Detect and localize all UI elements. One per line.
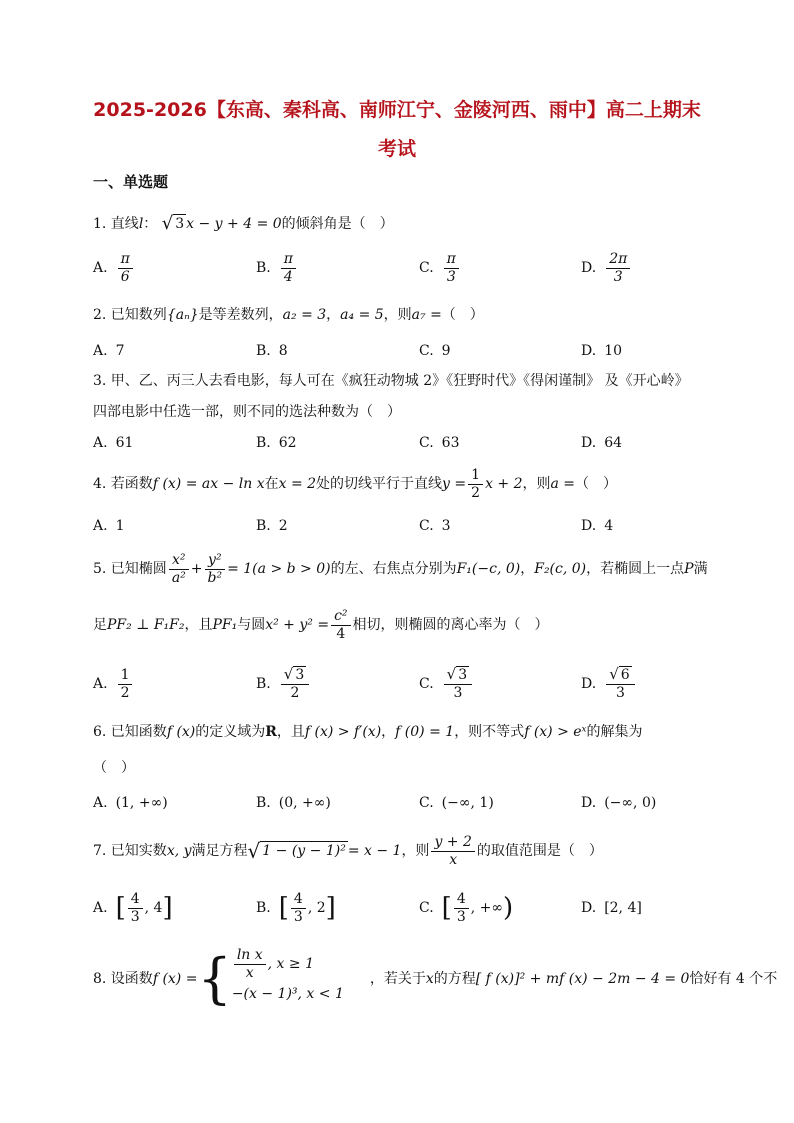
option-c[interactable]: C. (−∞, 1) — [419, 795, 494, 811]
question-2-stem: 2. 已知数列{aₙ}是等差数列，a₂ = 3，a₄ = 5，则a₇ =（ ） — [93, 307, 484, 323]
question-7-stem: 7. 已知实数 x, y 满足方程 √ 1 − (y − 1)² = x − 1 ，则 $\frac{y + 2}{x}$ 的取值范围是（ ） — [93, 833, 603, 868]
question-4-options — [93, 506, 733, 546]
question-4-stem: 4. 若函数 f (x) = ax − ln x 在 x = 2 处的切线平行于直线 y = $\frac{1}{2}$ x + 2 ，则 a = （ ） — [93, 466, 618, 501]
question-3-options — [93, 423, 733, 463]
option-b[interactable]: B. $\frac{\pi}{4}$ — [256, 248, 298, 288]
question-6-stem-line1: 6. 已知函数f (x)的定义域为R，且f (x) > f′(x)，f (0) = 1，则不等式f (x) > eˣ的解集为 — [93, 724, 643, 740]
option-a[interactable]: A. (1, +∞) — [93, 795, 168, 811]
option-b[interactable]: B. 8 — [256, 343, 288, 359]
question-8-stem: 8. 设函数 f (x) = { $\frac{\text{ln x}}{x}$ , x ≥ 1 −(x − 1)³, x < 1 ，若关于 x 的方程 [ f (x)]² + mf (x) − 2m − 4 = 0 恰好有 4 个不 — [93, 946, 778, 1010]
option-c[interactable]: C. $\frac{\pi}{3}$ — [419, 248, 461, 288]
option-a[interactable]: A. $\frac{\pi}{6}$ — [93, 248, 135, 288]
option-d[interactable]: D. [2, 4] — [581, 900, 642, 916]
option-d[interactable]: D. 4 — [581, 518, 614, 534]
option-d[interactable]: D. (−∞, 0) — [581, 795, 657, 811]
option-b[interactable]: B. √ 3 2 — [256, 662, 311, 706]
exam-title-line2: 考试 — [377, 138, 416, 160]
option-c[interactable]: C. 3 — [419, 518, 451, 534]
sqrt-expression: √ 1 − (y − 1)² — [247, 839, 346, 863]
option-d[interactable]: D. 64 — [581, 435, 623, 451]
option-a[interactable]: A. 1 — [93, 518, 125, 534]
option-a[interactable]: A. 7 — [93, 343, 125, 359]
option-b[interactable]: B. 62 — [256, 435, 297, 451]
fraction: $\frac{1}{2}$ — [468, 467, 483, 502]
option-c[interactable]: C. 9 — [419, 343, 451, 359]
option-a[interactable]: A. 61 — [93, 435, 134, 451]
section-heading: 一、单选题 — [93, 173, 169, 191]
option-d[interactable]: D. √ 6 3 — [581, 662, 637, 706]
question-6-stem-line2: （ ） — [93, 760, 135, 776]
option-a[interactable]: A. [ $\frac{4}{3}$ , 4 ] — [93, 890, 173, 925]
option-b[interactable]: B. (0, +∞) — [256, 795, 331, 811]
sqrt-expression: √ 3 — [161, 213, 185, 234]
option-b[interactable]: B. [ $\frac{4}{3}$ , 2 ] — [256, 890, 336, 925]
question-5-stem-line2: 足 PF₂ ⊥ F₁F₂ ，且 PF₁ 与圆 x² + y² = $\frac{\text{c²}}{4}$ 相切，则椭圆的离心率为（ ） — [93, 607, 549, 642]
question-7-options — [93, 886, 733, 930]
option-c[interactable]: C. [ $\frac{4}{3}$ , +∞ ) — [419, 890, 514, 925]
piecewise-function: { $\frac{\text{ln x}}{x}$ , x ≥ 1 −(x − 1)³, x < 1 — [197, 946, 344, 1010]
question-5-options — [93, 662, 733, 706]
question-3-stem-line1: 3. 甲、乙、丙三人去看电影，每人可在《疯狂动物城 2》《狂野时代》《得闲谨制》 及《开心岭》 — [93, 373, 689, 389]
option-c[interactable]: C. √ 3 3 — [419, 662, 474, 706]
option-d[interactable]: D. $\frac{2\pi}{3}$ — [581, 248, 632, 288]
option-a[interactable]: A. $\frac{1}{2}$ — [93, 662, 134, 706]
question-5-stem-line1: 5. 已知椭圆 $\frac{\text{x²}}{\text{a²}}$ + $\frac{\text{y²}}{\text{b²}}$ = 1(a > b > 0) 的左、右焦点分别为 F₁(−c, 0) ， F₂(c, 0) ，若椭圆上一点 P 满 — [93, 551, 708, 586]
question-1-options — [93, 248, 733, 288]
option-b[interactable]: B. 2 — [256, 518, 288, 534]
question-1-stem: 1. 直线l： √ 3 x − y + 4 = 0的倾斜角是（ ） — [93, 213, 394, 234]
option-d[interactable]: D. 10 — [581, 343, 623, 359]
question-2-options — [93, 331, 733, 371]
option-c[interactable]: C. 63 — [419, 435, 460, 451]
question-3-stem-line2: 四部电影中任选一部，则不同的选法种数为（ ） — [93, 404, 401, 420]
question-6-options — [93, 783, 733, 823]
exam-title-line1: 2025-2026【东高、秦科高、南师江宁、金陵河西、雨中】高二上期末 — [93, 99, 701, 121]
